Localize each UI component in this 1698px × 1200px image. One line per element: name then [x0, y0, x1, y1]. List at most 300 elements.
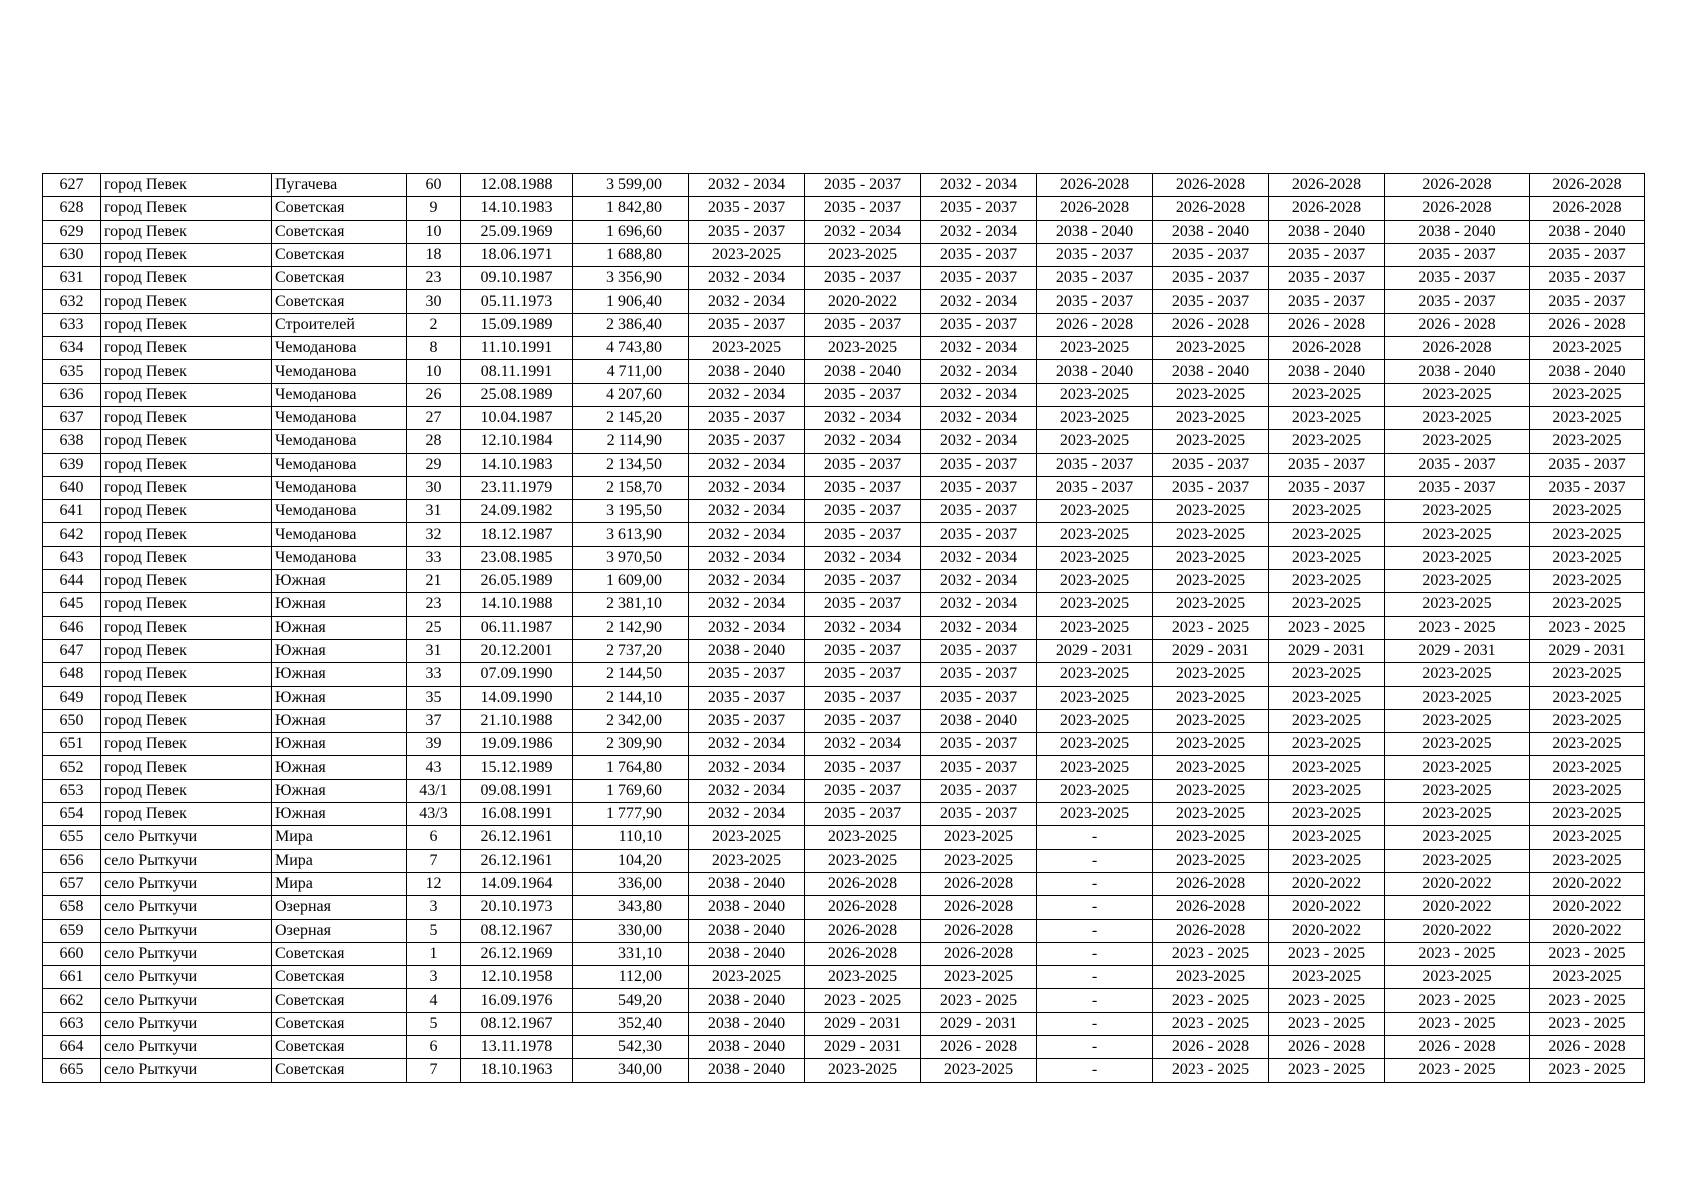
period-cell-6: 2023-2025 — [1269, 593, 1385, 616]
locality-cell: город Певек — [101, 476, 272, 499]
period-cell-4: 2026 - 2028 — [1037, 313, 1153, 336]
period-cell-7: 2023 - 2025 — [1385, 1012, 1530, 1035]
table-row — [43, 1035, 1645, 1058]
period-cell-5: 2023 - 2025 — [1153, 942, 1269, 965]
table-row — [43, 523, 1645, 546]
date-cell: 18.10.1963 — [461, 1059, 573, 1082]
period-cell-7: 2023 - 2025 — [1385, 942, 1530, 965]
period-cell-1: 2023-2025 — [689, 966, 805, 989]
date-cell: 08.12.1967 — [461, 919, 573, 942]
street-cell: Южная — [272, 663, 407, 686]
date-cell: 14.10.1988 — [461, 593, 573, 616]
date-cell: 12.10.1958 — [461, 966, 573, 989]
table-row — [43, 406, 1645, 429]
street-cell: Советская — [272, 1035, 407, 1058]
area-cell: 1 609,00 — [573, 570, 689, 593]
period-cell-8: 2023-2025 — [1530, 686, 1645, 709]
period-cell-4: 2035 - 2037 — [1037, 243, 1153, 266]
period-cell-2: 2023-2025 — [805, 243, 921, 266]
row-number-cell: 629 — [43, 220, 101, 243]
area-cell: 1 842,80 — [573, 197, 689, 220]
period-cell-2: 2032 - 2034 — [805, 733, 921, 756]
locality-cell: село Рыткучи — [101, 826, 272, 849]
street-cell: Южная — [272, 570, 407, 593]
street-cell: Озерная — [272, 919, 407, 942]
period-cell-6: 2023-2025 — [1269, 849, 1385, 872]
period-cell-8: 2023 - 2025 — [1530, 1012, 1645, 1035]
period-cell-5: 2023-2025 — [1153, 406, 1269, 429]
period-cell-5: 2023-2025 — [1153, 709, 1269, 732]
locality-cell: город Певек — [101, 779, 272, 802]
date-cell: 25.08.1989 — [461, 383, 573, 406]
period-cell-4: 2038 - 2040 — [1037, 220, 1153, 243]
period-cell-8: 2023-2025 — [1530, 383, 1645, 406]
period-cell-6: 2023-2025 — [1269, 663, 1385, 686]
period-cell-2: 2038 - 2040 — [805, 360, 921, 383]
date-cell: 26.12.1961 — [461, 849, 573, 872]
date-cell: 20.10.1973 — [461, 896, 573, 919]
table-row — [43, 197, 1645, 220]
period-cell-4: 2023-2025 — [1037, 709, 1153, 732]
period-cell-8: 2023-2025 — [1530, 593, 1645, 616]
street-cell: Мира — [272, 826, 407, 849]
date-cell: 21.10.1988 — [461, 709, 573, 732]
table-row — [43, 966, 1645, 989]
area-cell: 2 114,90 — [573, 430, 689, 453]
house-number-cell: 30 — [407, 290, 461, 313]
date-cell: 23.11.1979 — [461, 476, 573, 499]
period-cell-7: 2035 - 2037 — [1385, 476, 1530, 499]
row-number-cell: 656 — [43, 849, 101, 872]
house-number-cell: 26 — [407, 383, 461, 406]
house-number-cell: 60 — [407, 174, 461, 197]
locality-cell: село Рыткучи — [101, 919, 272, 942]
row-number-cell: 649 — [43, 686, 101, 709]
period-cell-3: 2035 - 2037 — [921, 313, 1037, 336]
period-cell-5: 2035 - 2037 — [1153, 453, 1269, 476]
locality-cell: город Певек — [101, 406, 272, 429]
period-cell-6: 2023 - 2025 — [1269, 1059, 1385, 1082]
table-row — [43, 220, 1645, 243]
period-cell-7: 2023-2025 — [1385, 383, 1530, 406]
period-cell-2: 2035 - 2037 — [805, 593, 921, 616]
row-number-cell: 639 — [43, 453, 101, 476]
period-cell-4: 2026-2028 — [1037, 197, 1153, 220]
table-row — [43, 290, 1645, 313]
period-cell-3: 2032 - 2034 — [921, 593, 1037, 616]
locality-cell: село Рыткучи — [101, 896, 272, 919]
row-number-cell: 647 — [43, 639, 101, 662]
locality-cell: город Певек — [101, 243, 272, 266]
period-cell-3: 2035 - 2037 — [921, 663, 1037, 686]
house-number-cell: 28 — [407, 430, 461, 453]
period-cell-3: 2029 - 2031 — [921, 1012, 1037, 1035]
area-cell: 3 195,50 — [573, 500, 689, 523]
period-cell-5: 2026-2028 — [1153, 919, 1269, 942]
period-cell-2: 2035 - 2037 — [805, 686, 921, 709]
period-cell-7: 2023-2025 — [1385, 803, 1530, 826]
period-cell-3: 2023-2025 — [921, 849, 1037, 872]
date-cell: 19.09.1986 — [461, 733, 573, 756]
period-cell-7: 2023 - 2025 — [1385, 989, 1530, 1012]
street-cell: Чемоданова — [272, 406, 407, 429]
street-cell: Чемоданова — [272, 500, 407, 523]
period-cell-8: 2023-2025 — [1530, 803, 1645, 826]
period-cell-4: 2035 - 2037 — [1037, 476, 1153, 499]
period-cell-6: 2020-2022 — [1269, 896, 1385, 919]
row-number-cell: 662 — [43, 989, 101, 1012]
period-cell-1: 2032 - 2034 — [689, 383, 805, 406]
period-cell-8: 2026-2028 — [1530, 174, 1645, 197]
period-cell-6: 2029 - 2031 — [1269, 639, 1385, 662]
house-number-cell: 8 — [407, 337, 461, 360]
date-cell: 09.10.1987 — [461, 267, 573, 290]
locality-cell: город Певек — [101, 523, 272, 546]
row-number-cell: 630 — [43, 243, 101, 266]
period-cell-6: 2035 - 2037 — [1269, 243, 1385, 266]
house-number-cell: 29 — [407, 453, 461, 476]
locality-cell: село Рыткучи — [101, 1059, 272, 1082]
period-cell-7: 2038 - 2040 — [1385, 360, 1530, 383]
period-cell-7: 2023-2025 — [1385, 570, 1530, 593]
period-cell-2: 2029 - 2031 — [805, 1035, 921, 1058]
period-cell-8: 2023-2025 — [1530, 733, 1645, 756]
table-row — [43, 639, 1645, 662]
street-cell: Чемоданова — [272, 360, 407, 383]
street-cell: Мира — [272, 872, 407, 895]
period-cell-3: 2032 - 2034 — [921, 570, 1037, 593]
period-cell-1: 2035 - 2037 — [689, 709, 805, 732]
date-cell: 09.08.1991 — [461, 779, 573, 802]
house-number-cell: 35 — [407, 686, 461, 709]
area-cell: 2 386,40 — [573, 313, 689, 336]
area-cell: 2 144,50 — [573, 663, 689, 686]
period-cell-3: 2032 - 2034 — [921, 337, 1037, 360]
period-cell-6: 2023-2025 — [1269, 779, 1385, 802]
table-row — [43, 570, 1645, 593]
table-row — [43, 1012, 1645, 1035]
table-row — [43, 709, 1645, 732]
row-number-cell: 646 — [43, 616, 101, 639]
period-cell-1: 2032 - 2034 — [689, 756, 805, 779]
period-cell-2: 2026-2028 — [805, 872, 921, 895]
period-cell-7: 2029 - 2031 — [1385, 639, 1530, 662]
house-number-cell: 10 — [407, 360, 461, 383]
period-cell-2: 2020-2022 — [805, 290, 921, 313]
row-number-cell: 632 — [43, 290, 101, 313]
period-cell-8: 2020-2022 — [1530, 896, 1645, 919]
period-cell-6: 2023-2025 — [1269, 756, 1385, 779]
locality-cell: город Певек — [101, 383, 272, 406]
house-number-cell: 9 — [407, 197, 461, 220]
period-cell-5: 2023-2025 — [1153, 383, 1269, 406]
period-cell-5: 2023-2025 — [1153, 546, 1269, 569]
area-cell: 3 599,00 — [573, 174, 689, 197]
period-cell-8: 2023-2025 — [1530, 709, 1645, 732]
period-cell-7: 2023-2025 — [1385, 966, 1530, 989]
period-cell-1: 2032 - 2034 — [689, 546, 805, 569]
street-cell: Чемоданова — [272, 453, 407, 476]
period-cell-7: 2023-2025 — [1385, 546, 1530, 569]
date-cell: 23.08.1985 — [461, 546, 573, 569]
period-cell-3: 2035 - 2037 — [921, 803, 1037, 826]
house-number-cell: 3 — [407, 896, 461, 919]
table-row — [43, 500, 1645, 523]
period-cell-5: 2026-2028 — [1153, 872, 1269, 895]
period-cell-5: 2026 - 2028 — [1153, 313, 1269, 336]
date-cell: 15.09.1989 — [461, 313, 573, 336]
row-number-cell: 631 — [43, 267, 101, 290]
period-cell-7: 2023 - 2025 — [1385, 1059, 1530, 1082]
house-number-cell: 21 — [407, 570, 461, 593]
period-cell-8: 2035 - 2037 — [1530, 476, 1645, 499]
locality-cell: город Певек — [101, 197, 272, 220]
period-cell-7: 2026-2028 — [1385, 174, 1530, 197]
period-cell-1: 2035 - 2037 — [689, 220, 805, 243]
period-cell-2: 2026-2028 — [805, 942, 921, 965]
period-cell-4: 2023-2025 — [1037, 779, 1153, 802]
period-cell-5: 2026-2028 — [1153, 197, 1269, 220]
period-cell-3: 2032 - 2034 — [921, 430, 1037, 453]
date-cell: 26.05.1989 — [461, 570, 573, 593]
period-cell-7: 2038 - 2040 — [1385, 220, 1530, 243]
table-row — [43, 313, 1645, 336]
period-cell-6: 2023-2025 — [1269, 430, 1385, 453]
period-cell-5: 2023 - 2025 — [1153, 1012, 1269, 1035]
period-cell-6: 2020-2022 — [1269, 872, 1385, 895]
period-cell-8: 2026 - 2028 — [1530, 1035, 1645, 1058]
date-cell: 15.12.1989 — [461, 756, 573, 779]
period-cell-1: 2038 - 2040 — [689, 919, 805, 942]
period-cell-1: 2038 - 2040 — [689, 989, 805, 1012]
period-cell-2: 2023 - 2025 — [805, 989, 921, 1012]
street-cell: Чемоданова — [272, 476, 407, 499]
house-number-cell: 37 — [407, 709, 461, 732]
period-cell-2: 2035 - 2037 — [805, 174, 921, 197]
period-cell-3: 2032 - 2034 — [921, 290, 1037, 313]
period-cell-8: 2038 - 2040 — [1530, 220, 1645, 243]
period-cell-1: 2035 - 2037 — [689, 313, 805, 336]
period-cell-3: 2026-2028 — [921, 919, 1037, 942]
period-cell-8: 2035 - 2037 — [1530, 243, 1645, 266]
period-cell-8: 2023-2025 — [1530, 546, 1645, 569]
period-cell-8: 2020-2022 — [1530, 872, 1645, 895]
period-cell-2: 2035 - 2037 — [805, 709, 921, 732]
locality-cell: село Рыткучи — [101, 849, 272, 872]
locality-cell: город Певек — [101, 220, 272, 243]
locality-cell: город Певек — [101, 500, 272, 523]
street-cell: Южная — [272, 686, 407, 709]
date-cell: 26.12.1969 — [461, 942, 573, 965]
period-cell-8: 2023 - 2025 — [1530, 989, 1645, 1012]
house-number-cell: 5 — [407, 1012, 461, 1035]
house-number-cell: 1 — [407, 942, 461, 965]
period-cell-1: 2032 - 2034 — [689, 290, 805, 313]
period-cell-8: 2029 - 2031 — [1530, 639, 1645, 662]
period-cell-4: 2023-2025 — [1037, 500, 1153, 523]
period-cell-8: 2023 - 2025 — [1530, 942, 1645, 965]
table-row — [43, 663, 1645, 686]
period-cell-3: 2026 - 2028 — [921, 1035, 1037, 1058]
area-cell: 2 134,50 — [573, 453, 689, 476]
period-cell-4: 2023-2025 — [1037, 430, 1153, 453]
period-cell-3: 2035 - 2037 — [921, 476, 1037, 499]
period-cell-7: 2035 - 2037 — [1385, 267, 1530, 290]
date-cell: 25.09.1969 — [461, 220, 573, 243]
house-number-cell: 7 — [407, 849, 461, 872]
period-cell-1: 2038 - 2040 — [689, 1012, 805, 1035]
period-cell-2: 2032 - 2034 — [805, 430, 921, 453]
locality-cell: село Рыткучи — [101, 1012, 272, 1035]
period-cell-8: 2023-2025 — [1530, 966, 1645, 989]
locality-cell: город Певек — [101, 313, 272, 336]
street-cell: Советская — [272, 989, 407, 1012]
area-cell: 4 711,00 — [573, 360, 689, 383]
house-number-cell: 31 — [407, 639, 461, 662]
row-number-cell: 654 — [43, 803, 101, 826]
table-row — [43, 826, 1645, 849]
period-cell-6: 2023-2025 — [1269, 523, 1385, 546]
period-cell-6: 2026-2028 — [1269, 337, 1385, 360]
period-cell-6: 2023 - 2025 — [1269, 942, 1385, 965]
period-cell-4: 2023-2025 — [1037, 756, 1153, 779]
row-number-cell: 664 — [43, 1035, 101, 1058]
period-cell-1: 2032 - 2034 — [689, 803, 805, 826]
period-cell-2: 2023-2025 — [805, 826, 921, 849]
period-cell-7: 2023-2025 — [1385, 756, 1530, 779]
period-cell-7: 2023-2025 — [1385, 430, 1530, 453]
street-cell: Мира — [272, 849, 407, 872]
row-number-cell: 643 — [43, 546, 101, 569]
period-cell-6: 2023-2025 — [1269, 383, 1385, 406]
area-cell: 336,00 — [573, 872, 689, 895]
street-cell: Советская — [272, 197, 407, 220]
period-cell-8: 2026-2028 — [1530, 197, 1645, 220]
house-number-cell: 33 — [407, 546, 461, 569]
period-cell-3: 2026-2028 — [921, 872, 1037, 895]
house-number-cell: 43/1 — [407, 779, 461, 802]
house-number-cell: 32 — [407, 523, 461, 546]
period-cell-1: 2032 - 2034 — [689, 174, 805, 197]
period-cell-2: 2035 - 2037 — [805, 570, 921, 593]
house-number-cell: 5 — [407, 919, 461, 942]
row-number-cell: 641 — [43, 500, 101, 523]
locality-cell: село Рыткучи — [101, 1035, 272, 1058]
street-cell: Советская — [272, 1059, 407, 1082]
period-cell-3: 2035 - 2037 — [921, 500, 1037, 523]
period-cell-2: 2029 - 2031 — [805, 1012, 921, 1035]
period-cell-3: 2023-2025 — [921, 966, 1037, 989]
period-cell-3: 2032 - 2034 — [921, 616, 1037, 639]
table-row — [43, 849, 1645, 872]
house-number-cell: 27 — [407, 406, 461, 429]
row-number-cell: 638 — [43, 430, 101, 453]
row-number-cell: 640 — [43, 476, 101, 499]
period-cell-3: 2035 - 2037 — [921, 197, 1037, 220]
locality-cell: город Певек — [101, 337, 272, 360]
period-cell-1: 2035 - 2037 — [689, 406, 805, 429]
period-cell-3: 2032 - 2034 — [921, 546, 1037, 569]
period-cell-4: 2023-2025 — [1037, 570, 1153, 593]
period-cell-2: 2035 - 2037 — [805, 803, 921, 826]
street-cell: Южная — [272, 709, 407, 732]
row-number-cell: 651 — [43, 733, 101, 756]
period-cell-2: 2035 - 2037 — [805, 313, 921, 336]
period-cell-1: 2038 - 2040 — [689, 872, 805, 895]
period-cell-6: 2035 - 2037 — [1269, 267, 1385, 290]
house-number-cell: 12 — [407, 872, 461, 895]
table-row — [43, 430, 1645, 453]
period-cell-4: - — [1037, 826, 1153, 849]
period-cell-7: 2020-2022 — [1385, 896, 1530, 919]
period-cell-1: 2038 - 2040 — [689, 896, 805, 919]
street-cell: Советская — [272, 243, 407, 266]
row-number-cell: 645 — [43, 593, 101, 616]
period-cell-1: 2023-2025 — [689, 849, 805, 872]
period-cell-2: 2032 - 2034 — [805, 546, 921, 569]
locality-cell: город Певек — [101, 430, 272, 453]
locality-cell: город Певек — [101, 453, 272, 476]
street-cell: Южная — [272, 756, 407, 779]
date-cell: 12.10.1984 — [461, 430, 573, 453]
period-cell-6: 2023-2025 — [1269, 709, 1385, 732]
house-number-cell: 43/3 — [407, 803, 461, 826]
house-number-cell: 2 — [407, 313, 461, 336]
period-cell-8: 2023-2025 — [1530, 337, 1645, 360]
date-cell: 08.12.1967 — [461, 1012, 573, 1035]
street-cell: Озерная — [272, 896, 407, 919]
date-cell: 26.12.1961 — [461, 826, 573, 849]
period-cell-3: 2032 - 2034 — [921, 174, 1037, 197]
period-cell-2: 2035 - 2037 — [805, 756, 921, 779]
area-cell: 2 381,10 — [573, 593, 689, 616]
table-row — [43, 1059, 1645, 1082]
area-cell: 4 207,60 — [573, 383, 689, 406]
table-row — [43, 593, 1645, 616]
period-cell-3: 2035 - 2037 — [921, 523, 1037, 546]
street-cell: Чемоданова — [272, 523, 407, 546]
period-cell-6: 2026 - 2028 — [1269, 1035, 1385, 1058]
row-number-cell: 635 — [43, 360, 101, 383]
period-cell-1: 2032 - 2034 — [689, 500, 805, 523]
street-cell: Советская — [272, 942, 407, 965]
date-cell: 18.06.1971 — [461, 243, 573, 266]
table-row — [43, 616, 1645, 639]
period-cell-5: 2023-2025 — [1153, 570, 1269, 593]
period-cell-1: 2023-2025 — [689, 826, 805, 849]
street-cell: Чемоданова — [272, 337, 407, 360]
period-cell-1: 2032 - 2034 — [689, 593, 805, 616]
row-number-cell: 636 — [43, 383, 101, 406]
locality-cell: село Рыткучи — [101, 872, 272, 895]
data-table — [42, 173, 1645, 1083]
date-cell: 06.11.1987 — [461, 616, 573, 639]
period-cell-4: - — [1037, 1035, 1153, 1058]
period-cell-6: 2023-2025 — [1269, 966, 1385, 989]
area-cell: 2 158,70 — [573, 476, 689, 499]
house-number-cell: 25 — [407, 616, 461, 639]
area-cell: 343,80 — [573, 896, 689, 919]
period-cell-7: 2023-2025 — [1385, 500, 1530, 523]
period-cell-1: 2038 - 2040 — [689, 1035, 805, 1058]
row-number-cell: 661 — [43, 966, 101, 989]
period-cell-6: 2026 - 2028 — [1269, 313, 1385, 336]
period-cell-4: - — [1037, 849, 1153, 872]
period-cell-3: 2023-2025 — [921, 1059, 1037, 1082]
period-cell-2: 2035 - 2037 — [805, 639, 921, 662]
period-cell-6: 2023-2025 — [1269, 686, 1385, 709]
row-number-cell: 665 — [43, 1059, 101, 1082]
